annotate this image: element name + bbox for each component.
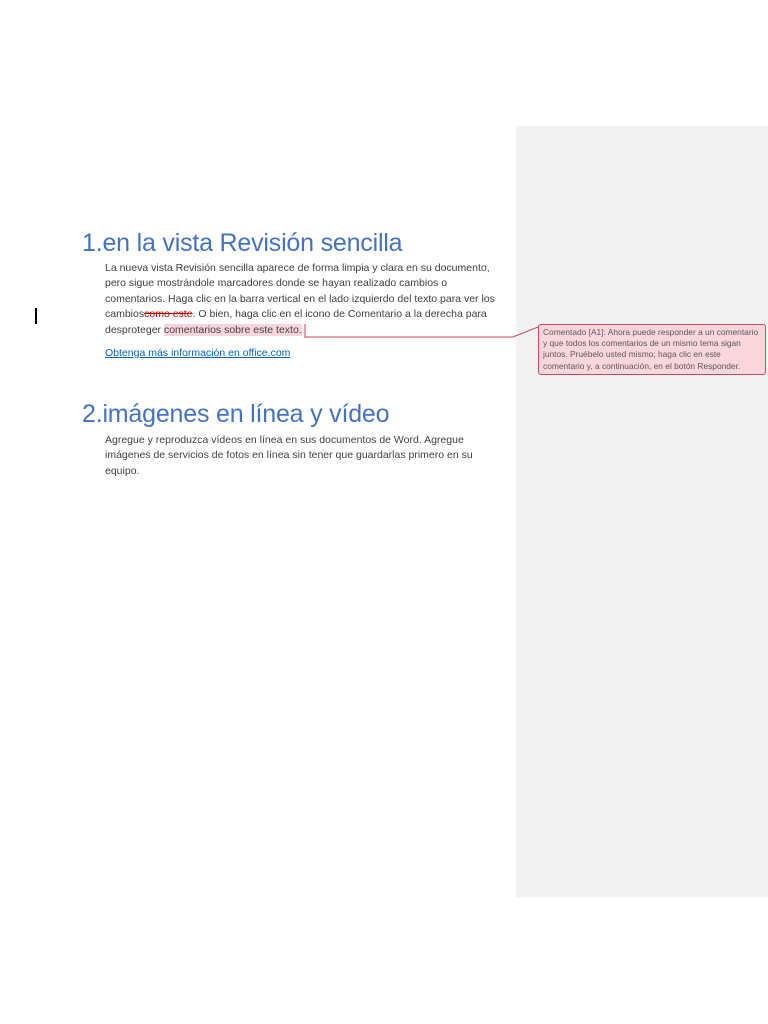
paragraph-1-middle: . O bien, haga clic en el icono de Comentario a la derecha para desproteger <box>105 308 487 336</box>
paragraph-1 <box>105 261 505 338</box>
heading-1-number: 1. <box>82 229 103 257</box>
comment-text: Ahora puede responder a un comentario y que todos los comentarios de un mismo tema sigan juntos. Pruébelo usted mismo; haga clic en este comentario y, a continuación, en el botón Responder. <box>543 327 759 371</box>
paragraph-2: Agregue y reproduzca vídeos en línea en sus documentos de Word. Agregue imágenes de servicios de fotos en línea sin tener que guardarlas primero en su equipo. <box>105 434 473 477</box>
heading-1-text: en la vista Revisión sencilla <box>102 229 403 257</box>
commented-text[interactable]: comentarios sobre este texto. <box>163 323 302 336</box>
markup-pane <box>516 126 768 897</box>
heading-2 <box>82 400 389 429</box>
comment-label: Comentado [A1]: <box>543 327 606 337</box>
office-link[interactable]: Obtenga más información en office.com <box>105 347 291 359</box>
change-bar[interactable] <box>35 308 37 324</box>
heading-2-text: imágenes en línea y vídeo <box>102 400 390 428</box>
deleted-text[interactable]: como este <box>144 308 193 321</box>
heading-1 <box>82 229 402 258</box>
paragraph-1-text: La nueva vista Revisión sencilla aparece de forma limpia y clara en su documento, pero sigue mostrándole marcadores donde se hayan realizado cambios o comentarios. Haga clic en la barra vertical en el lado izquierdo del texto para ver los cambios <box>105 262 495 321</box>
heading-2-number: 2. <box>82 400 103 428</box>
comment-balloon[interactable] <box>538 324 766 375</box>
